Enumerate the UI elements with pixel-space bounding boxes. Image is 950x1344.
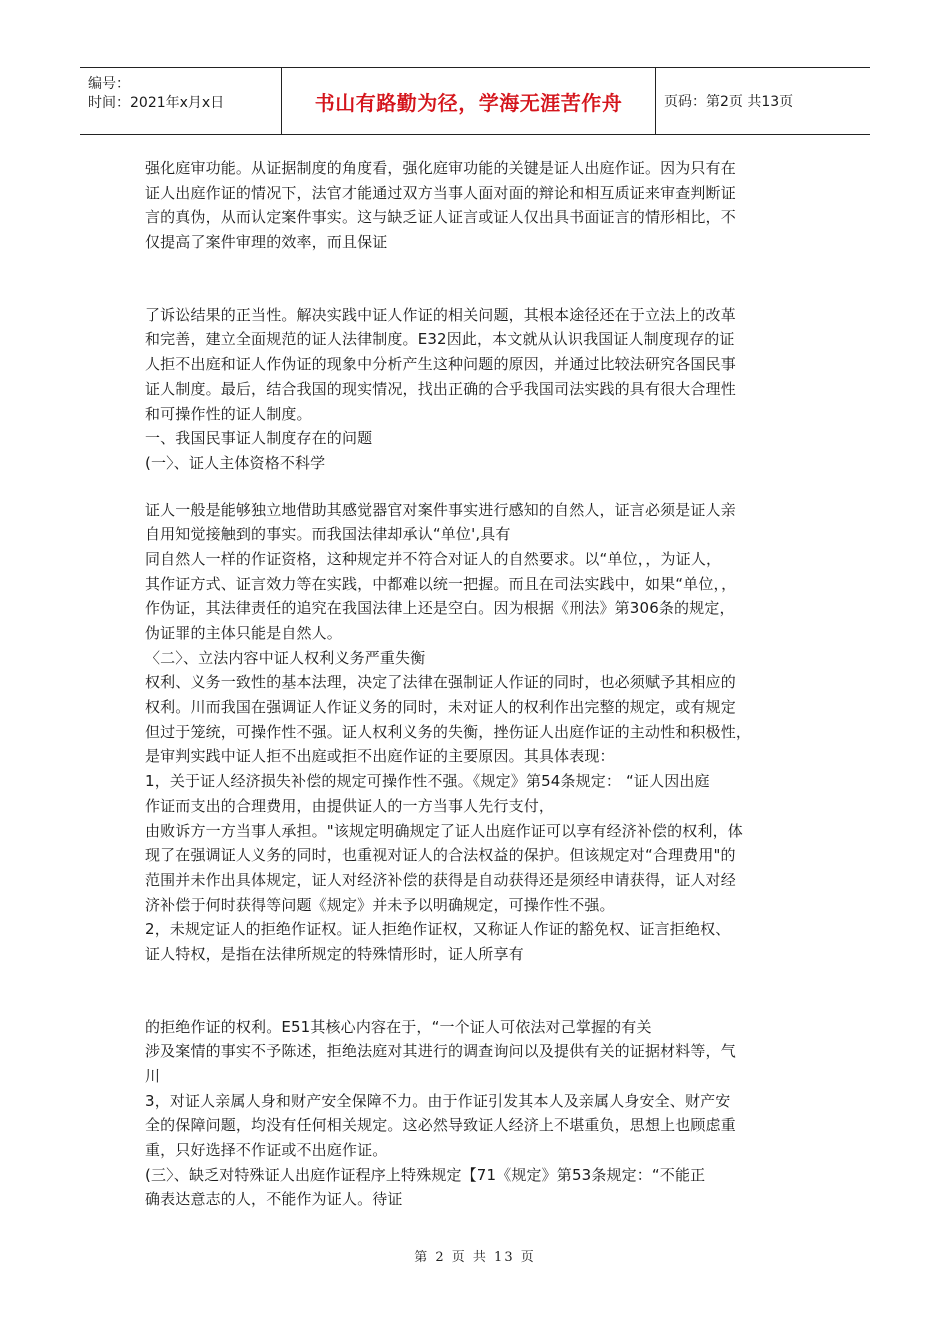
- text-line: 由败诉方一方当事人承担。"该规定明确规定了证人出庭作证可以享有经济补偿的权利，体: [145, 821, 743, 840]
- page-footer: 第 2 页 共 13 页: [414, 1250, 536, 1265]
- text-line: 和可操作性的证人制度。: [145, 404, 312, 423]
- header-motto: 书山有路勤为径，学海无涯苦作舟: [314, 90, 623, 115]
- text-line: 言的真伪，从而认定案件事实。这与缺乏证人证言或证人仅出具书面证言的情形相比，不: [145, 208, 736, 227]
- paragraph-gap: [145, 255, 805, 303]
- document-date-label: 时间：2021年x月x日: [88, 95, 225, 111]
- header-motto-cell: [282, 68, 656, 134]
- paragraph-gap: [145, 967, 805, 1015]
- text-line: 人拒不出庭和证人作伪证的现象中分析产生这种问题的原因，并通过比较法研究各国民事: [145, 355, 736, 374]
- text-line: 权利。川而我国在强调证人作证义务的同时，未对证人的权利作出完整的规定，或有规定: [145, 698, 736, 717]
- text-line: 一、我国民事证人制度存在的问题: [145, 429, 373, 448]
- text-line: 重，只好选择不作证或不出庭作证。: [145, 1141, 388, 1160]
- text-line: 和完善，建立全面规范的证人法律制度。E32因此，本文就从认识我国证人制度现存的证: [145, 330, 735, 349]
- text-line: 但过于笼统，可操作性不强。证人权利义务的失衡，挫伤证人出庭作证的主动性和积极性，: [145, 722, 752, 741]
- document-header: [80, 67, 870, 135]
- text-line: 范围并未作出具体规定，证人对经济补偿的获得是自动获得还是须经申请获得，证人对经: [145, 870, 736, 889]
- text-line: 伪证罪的主体只能是自然人。: [145, 624, 342, 642]
- text-line: 权利、义务一致性的基本法理，决定了法律在强制证人作证的同时，也必须赋予其相应的: [145, 673, 736, 692]
- text-line: 的拒绝作证的权利。E51其核心内容在于，“一个证人可依法对己掌握的有关: [145, 1017, 652, 1036]
- text-line: 现了在强调证人义务的同时，也重视对证人的合法权益的保护。但该规定对“合理费用"的: [145, 846, 736, 865]
- text-line: 是审判实践中证人拒不出庭或拒不出庭作证的主要原因。其具体表现：: [145, 747, 615, 766]
- text-line: 强化庭审功能。从证据制度的角度看，强化庭审功能的关键是证人出庭作证。因为只有在: [145, 159, 736, 177]
- text-line: 自用知觉接触到的事实。而我国法律却承认“单位',具有: [145, 525, 511, 544]
- text-line: 仅提高了案件审理的效率，而且保证: [145, 233, 388, 252]
- header-meta-cell: [80, 68, 282, 134]
- paragraph-block-2: [145, 303, 805, 476]
- text-line: 证人一般是能够独立地借助其感觉器官对案件事实进行感知的自然人，证言必须是证人亲: [145, 500, 736, 519]
- text-line: (一〉、证人主体资格不科学: [145, 453, 326, 472]
- paragraph-block-3: [145, 498, 805, 967]
- paragraph-block-4: [145, 1015, 805, 1213]
- header-page-info: 页码：第2页 共13页: [664, 94, 794, 110]
- text-line: 3，对证人亲属人身和财产安全保障不力。由于作证引发其本人及亲属人身安全、财产安: [145, 1091, 731, 1110]
- text-line: 确表达意志的人，不能作为证人。待证: [145, 1190, 403, 1209]
- text-line: 证人出庭作证的情况下，法官才能通过双方当事人面对面的辩论和相互质证来审查判断证: [145, 183, 736, 202]
- document-number-label: 编号：: [88, 76, 130, 92]
- text-line: 证人特权，是指在法律所规定的特殊情形时，证人所享有: [145, 944, 524, 963]
- paragraph-gap: [145, 476, 805, 498]
- text-line: 作伪证，其法律责任的追究在我国法律上还是空白。因为根据《刑法》第306条的规定，: [145, 599, 735, 618]
- document-body: [145, 156, 805, 1212]
- text-line: 同自然人一样的作证资格，这种规定并不符合对证人的自然要求。以“单位，，为证人，: [145, 549, 722, 568]
- text-line: 证人制度。最后，结合我国的现实情况，找出正确的合乎我国司法实践的具有很大合理性: [145, 379, 736, 398]
- text-line: 〈二〉、立法内容中证人权利义务严重失衡: [145, 648, 426, 667]
- text-line: 全的保障问题，均没有任何相关规定。这必然导致证人经济上不堪重负，思想上也顾虑重: [145, 1116, 736, 1135]
- text-line: (三〉、缺乏对特殊证人出庭作证程序上特殊规定【71《规定》第53条规定：“不能正: [145, 1165, 706, 1184]
- header-page-cell: [656, 68, 870, 134]
- text-line: 川: [145, 1067, 161, 1085]
- text-line: 2，未规定证人的拒绝作证权。证人拒绝作证权，又称证人作证的豁免权、证言拒绝权、: [145, 920, 731, 939]
- text-line: 济补偿于何时获得等问题《规定》并未予以明确规定，可操作性不强。: [145, 895, 615, 914]
- text-line: 涉及案情的事实不予陈述，拒绝法庭对其进行的调查询问以及提供有关的证据材料等，气: [145, 1042, 736, 1061]
- text-line: 1，关于证人经济损失补偿的规定可操作性不强。《规定》第54条规定： “证人因出庭: [145, 772, 710, 791]
- text-line: 了诉讼结果的正当性。解决实践中证人作证的相关问题，其根本途径还在于立法上的改革: [145, 305, 736, 324]
- text-line: 作证而支出的合理费用，由提供证人的一方当事人先行支付，: [145, 796, 555, 815]
- paragraph-block-1: [145, 156, 805, 255]
- text-line: 其作证方式、证言效力等在实践，中都难以统一把握。而且在司法实践中，如果“单位，，: [145, 574, 737, 593]
